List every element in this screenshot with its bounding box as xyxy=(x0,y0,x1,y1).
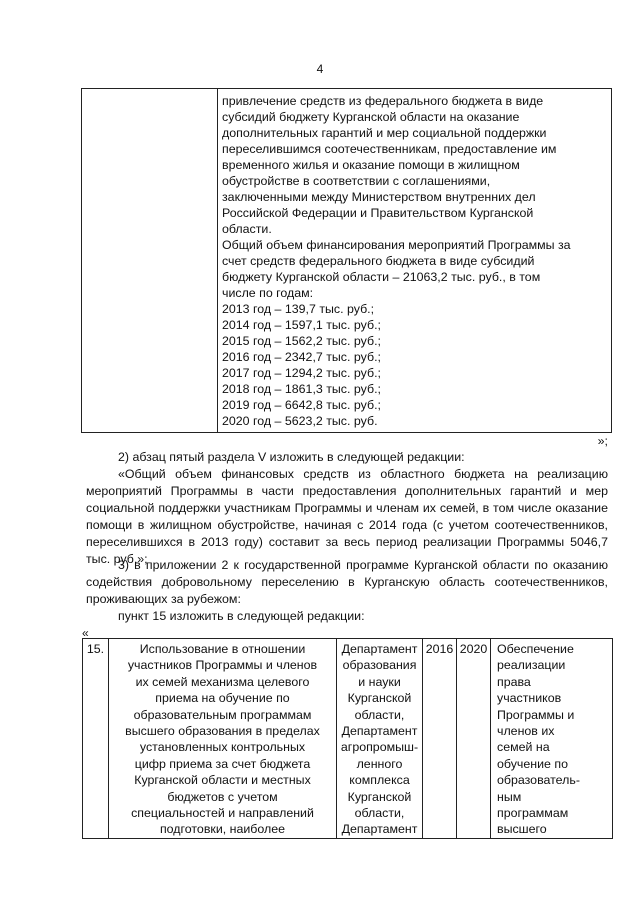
text-line: их семей механизма целевого xyxy=(135,674,310,689)
text-line: заключенными между Министерством внутренних дел xyxy=(222,190,536,204)
text-line: субсидий бюджету Курганской области на оказание xyxy=(222,110,520,124)
subsidy-description xyxy=(222,93,610,237)
text-line: Российской Федерации и Правительством Курганской xyxy=(222,206,534,220)
text-line: образовательным программам xyxy=(133,707,312,722)
start-year: 2016 xyxy=(423,639,457,839)
funding-text-cell xyxy=(222,93,610,429)
text-line: участников Программы и членов xyxy=(127,658,318,673)
text-line: области. xyxy=(222,222,272,236)
paragraph-item-2: 2) абзац пятый раздела V изложить в следующей редакции: xyxy=(118,450,465,464)
text-line: образования xyxy=(342,658,417,673)
responsible-department-cell xyxy=(337,639,423,839)
text-line: Общий объем финансирования мероприятий Программы за xyxy=(222,238,571,252)
text-line: дополнительных гарантий и мер социальной поддержки xyxy=(222,126,547,140)
funding-by-year-list xyxy=(222,301,610,429)
text-line: высшего образования в пределах xyxy=(125,724,320,739)
text-line: высшего xyxy=(497,822,547,837)
opening-quote-mark: « xyxy=(82,626,89,640)
text-line: числе по годам: xyxy=(222,286,314,300)
text-line: Курганской xyxy=(347,789,412,804)
text-line: Обеспечение xyxy=(497,642,574,656)
year-funding-item: 2016 год – 2342,7 тыс. руб.; xyxy=(222,350,381,364)
text-line: бюджету Курганской области – 21063,2 тыс. руб., в том xyxy=(222,270,541,284)
text-line: переселившимся соотечественникам, предоставление им xyxy=(222,142,557,156)
text-line: счет средств федерального бюджета в виде субсидий xyxy=(222,254,535,268)
activity-table xyxy=(82,638,613,839)
paragraph-item-3: 3) в приложении 2 к государственной программе Курганской области по оказанию содействия добровольному переселению в Курганскую область соотечественников, проживающих за рубежом: xyxy=(86,558,608,606)
program-funding-table xyxy=(81,88,612,433)
text-line: образователь- xyxy=(497,773,580,788)
table-column-divider xyxy=(217,89,218,432)
text-line: цифр приема за счет бюджета xyxy=(134,756,311,771)
year-funding-item: 2017 год – 1294,2 тыс. руб.; xyxy=(222,366,381,380)
text-line: области, xyxy=(354,707,405,722)
page-number: 4 xyxy=(316,62,324,76)
text-line: Департамент xyxy=(341,822,418,837)
paragraph-point-15: пункт 15 изложить в следующей редакции: xyxy=(118,609,365,623)
text-line: подготовки, наиболее xyxy=(159,822,286,837)
text-line: семей на xyxy=(497,740,550,755)
text-line: ным xyxy=(497,789,522,804)
year-funding-item: 2014 год – 1597,1 тыс. руб.; xyxy=(222,318,381,332)
text-line: комплекса xyxy=(349,773,410,788)
text-line: установленных контрольных xyxy=(139,740,306,755)
text-line: ленного xyxy=(356,756,403,771)
year-funding-item: 2020 год – 5623,2 тыс. руб. xyxy=(222,414,378,428)
text-line: Департамент xyxy=(341,642,418,656)
text-line: специальностей и направлений xyxy=(131,806,314,821)
text-line: приема на обучение по xyxy=(155,691,290,706)
text-line: и науки xyxy=(358,674,401,689)
text-line: области, xyxy=(354,806,405,821)
paragraph-new-wording: «Общий объем финансовых средств из областного бюджета на реализацию мероприятий Программы в части предоставления дополнительных гарантий и мер социальной поддержки участникам Программы и членам их семей, в том числе оказание помощи в жилищном обустройстве, начиная с 2014 года (с учетом соотечественников, переселившихся в 2013 году) составит за весь период реализации Программы 5046,7 тыс. руб.»; xyxy=(86,467,608,566)
text-line: Курганской xyxy=(347,691,412,706)
text-line: членов их xyxy=(497,724,555,739)
text-line: Департамент xyxy=(341,724,418,739)
year-funding-item: 2015 год – 1562,2 тыс. руб.; xyxy=(222,334,381,348)
table-row xyxy=(83,639,613,839)
text-line: обучение по xyxy=(497,756,568,771)
text-line: бюджетов с учетом xyxy=(167,789,278,804)
text-line: права xyxy=(497,674,531,689)
text-line: привлечение средств из федерального бюджета в виде xyxy=(222,94,544,108)
year-funding-item: 2013 год – 139,7 тыс. руб.; xyxy=(222,302,375,316)
closing-quote-mark: »; xyxy=(597,434,608,448)
expected-result-cell xyxy=(491,639,613,839)
text-line: обустройстве в соответствии с соглашениями, xyxy=(222,174,491,188)
end-year: 2020 xyxy=(457,639,491,839)
year-funding-item: 2018 год – 1861,3 тыс. руб.; xyxy=(222,382,381,396)
year-funding-item: 2019 год – 6642,8 тыс. руб.; xyxy=(222,398,381,412)
text-line: Использование в отношении xyxy=(139,642,306,656)
text-line: Курганской области и местных xyxy=(134,773,311,788)
item-number: 15. xyxy=(83,639,109,839)
text-line: программам xyxy=(497,806,569,821)
text-line: агропромыш- xyxy=(340,740,419,755)
total-funding-text xyxy=(222,237,610,301)
text-line: участников xyxy=(497,691,562,706)
text-line: временного жилья и оказание помощи в жилищном xyxy=(222,158,520,172)
text-line: Программы и xyxy=(497,707,575,722)
activity-description-cell xyxy=(109,639,337,839)
text-line: реализации xyxy=(497,658,566,673)
